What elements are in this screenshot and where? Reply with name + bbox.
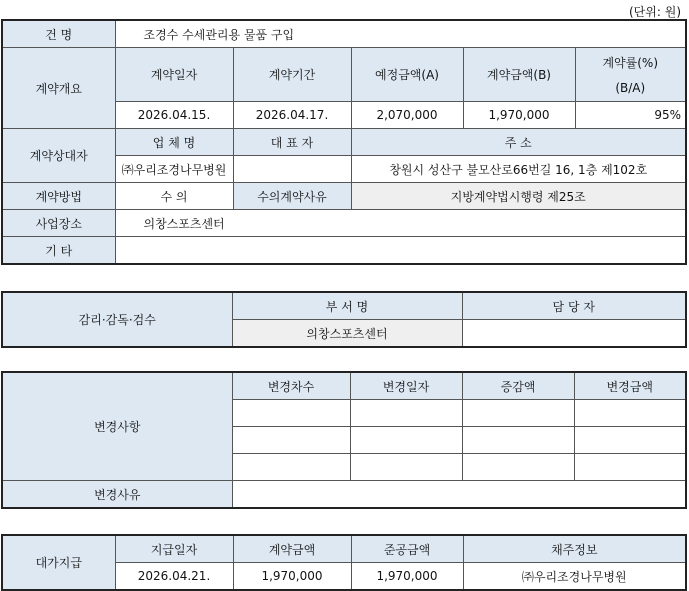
reason-value: 지방계약법시행령 제25조 bbox=[351, 183, 686, 210]
col-change-diff: 증감액 bbox=[462, 372, 574, 400]
etc-label: 기 타 bbox=[2, 237, 115, 265]
estimated-amount-value: 2,070,000 bbox=[351, 101, 463, 128]
supervision-table bbox=[1, 291, 687, 348]
party-label: 계약상대자 bbox=[2, 129, 115, 183]
company-value: ㈜우리조경나무병원 bbox=[115, 156, 233, 183]
col-contract-period: 계약기간 bbox=[233, 48, 351, 102]
col-representative: 대 표 자 bbox=[233, 129, 351, 156]
col-address: 주 소 bbox=[351, 129, 686, 156]
representative-value bbox=[233, 156, 351, 183]
summary-label: 계약개요 bbox=[2, 48, 115, 129]
changes-label: 변경사항 bbox=[2, 372, 232, 481]
changes-table bbox=[1, 371, 687, 509]
reason-label: 수의계약사유 bbox=[233, 183, 351, 210]
address-value: 창원시 성산구 불모산로66번길 16, 1층 제102호 bbox=[351, 156, 686, 183]
manager-value bbox=[462, 320, 686, 348]
payment-date-value: 2026.04.21. bbox=[115, 563, 233, 591]
col-payment-contract: 계약금액 bbox=[233, 535, 351, 563]
change-reason-label: 변경사유 bbox=[2, 481, 232, 509]
etc-value bbox=[115, 237, 686, 265]
contract-rate-value: 95% bbox=[575, 101, 686, 128]
payment-label: 대가지급 bbox=[2, 535, 115, 590]
site-label: 사업장소 bbox=[2, 210, 115, 237]
col-change-amount: 변경금액 bbox=[574, 372, 686, 400]
col-manager: 담 당 자 bbox=[462, 292, 686, 320]
col-payment-complete: 준공금액 bbox=[351, 535, 463, 563]
col-company: 업 체 명 bbox=[115, 129, 233, 156]
payment-contract-value: 1,970,000 bbox=[233, 563, 351, 591]
rate-label-line1: 계약률(%) bbox=[602, 55, 659, 70]
payment-complete-value: 1,970,000 bbox=[351, 563, 463, 591]
department-value: 의창스포츠센터 bbox=[232, 320, 462, 348]
title-value: 조경수 수세관리용 물품 구입 bbox=[115, 20, 686, 48]
contract-period-value: 2026.04.17. bbox=[233, 101, 351, 128]
col-contract-date: 계약일자 bbox=[115, 48, 233, 102]
col-department: 부 서 명 bbox=[232, 292, 462, 320]
payment-table bbox=[1, 534, 687, 591]
method-value: 수 의 bbox=[115, 183, 233, 210]
col-payment-date: 지급일자 bbox=[115, 535, 233, 563]
col-creditor: 채주정보 bbox=[463, 535, 686, 563]
col-estimated-amount: 예정금액(A) bbox=[351, 48, 463, 102]
col-contract-rate bbox=[575, 48, 686, 102]
col-contract-amount: 계약금액(B) bbox=[463, 48, 575, 102]
supervision-label: 감리·감독·검수 bbox=[2, 292, 232, 347]
col-change-round: 변경차수 bbox=[232, 372, 350, 400]
contract-amount-value: 1,970,000 bbox=[463, 101, 575, 128]
unit-label: (단위: 원) bbox=[629, 5, 681, 19]
contract-date-value: 2026.04.15. bbox=[115, 101, 233, 128]
creditor-value: ㈜우리조경나무병원 bbox=[463, 563, 686, 591]
site-value: 의창스포츠센터 bbox=[115, 210, 686, 237]
change-reason-value bbox=[232, 481, 686, 509]
rate-label-line2: (B/A) bbox=[615, 80, 646, 95]
contract-overview-table bbox=[1, 19, 687, 265]
col-change-date: 변경일자 bbox=[350, 372, 462, 400]
title-label: 건 명 bbox=[2, 20, 115, 48]
method-label: 계약방법 bbox=[2, 183, 115, 210]
